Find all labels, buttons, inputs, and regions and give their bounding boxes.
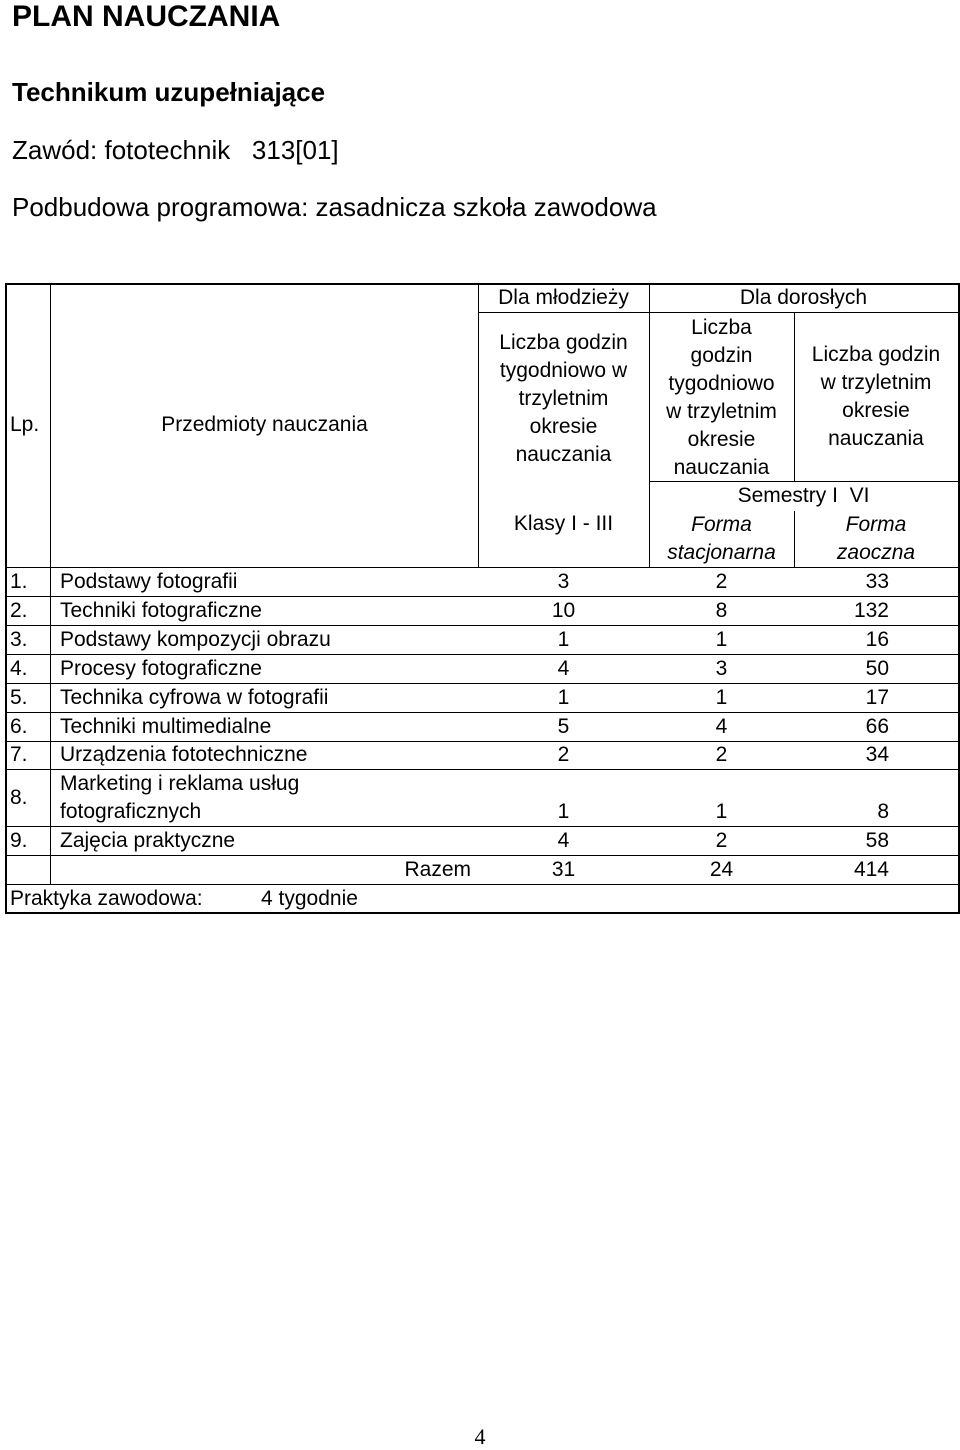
row-youth-hours: 1	[557, 686, 570, 709]
row-subject: Techniki multimedialne	[60, 715, 272, 738]
row-lp: 5.	[10, 686, 28, 709]
row-day-hours: 1	[715, 628, 728, 651]
row-subject: Zajęcia praktyczne	[60, 829, 236, 852]
row-day-hours: 2	[715, 743, 728, 766]
row-extramural-hours: 34	[865, 743, 889, 766]
practice-value: 4 tygodnie	[261, 887, 358, 910]
row-lp: 9.	[10, 829, 28, 852]
row-lp: 8.	[10, 786, 28, 809]
total-extramural-hours: 414	[853, 858, 889, 881]
row-day-hours: 2	[715, 829, 728, 852]
total-label: Razem	[404, 858, 471, 881]
row-youth-hours: 4	[557, 829, 570, 852]
header-semesters: Semestry I VI	[737, 484, 870, 507]
row-lp: 6.	[10, 715, 28, 738]
row-extramural-hours: 17	[865, 686, 889, 709]
row-extramural-hours: 66	[865, 715, 889, 738]
row-extramural-hours: 50	[865, 657, 889, 680]
total-day-hours: 24	[709, 858, 734, 881]
header-form-extramural: Forma zaoczna	[836, 513, 916, 564]
row-day-hours: 1	[715, 800, 728, 823]
row-subject: Urządzenia fototechniczne	[60, 743, 308, 766]
row-youth-hours: 3	[557, 570, 570, 593]
row-youth-hours: 4	[557, 657, 570, 680]
row-subject: Procesy fotograficzne	[60, 657, 262, 680]
header-lp: Lp.	[10, 413, 40, 436]
page-number: 4	[474, 1424, 486, 1449]
row-extramural-hours: 132	[853, 599, 889, 622]
row-day-hours: 2	[715, 570, 728, 593]
row-day-hours: 1	[715, 686, 728, 709]
row-extramural-hours: 8	[877, 800, 889, 823]
header-classes: Klasy I - III	[513, 512, 614, 535]
header-subjects: Przedmioty nauczania	[161, 413, 368, 436]
row-youth-hours: 2	[557, 743, 570, 766]
row-lp: 7.	[10, 743, 28, 766]
row-youth-hours: 1	[557, 800, 570, 823]
row-subject: Techniki fotograficzne	[60, 599, 262, 622]
row-subject: Podstawy fotografii	[60, 570, 238, 593]
row-youth-hours: 1	[557, 628, 570, 651]
school-type: Technikum uzupełniające	[12, 77, 326, 107]
row-lp: 2.	[10, 599, 28, 622]
row-day-hours: 8	[715, 599, 728, 622]
row-day-hours: 4	[715, 715, 728, 738]
row-day-hours: 3	[715, 657, 728, 680]
header-youth-hours: Liczba godzin tygodniowo w trzyletnim okresie nauczania	[499, 331, 628, 466]
program-basis: Podbudowa programowa: zasadnicza szkoła zawodowa	[12, 192, 657, 222]
row-subject: Technika cyfrowa w fotografii	[60, 686, 329, 709]
row-lp: 4.	[10, 657, 28, 680]
practice-label: Praktyka zawodowa:	[10, 887, 203, 910]
row-extramural-hours: 58	[865, 829, 889, 852]
row-lp: 1.	[10, 570, 28, 593]
row-extramural-hours: 16	[865, 628, 889, 651]
row-extramural-hours: 33	[865, 570, 889, 593]
profession-line: Zawód: fototechnik 313[01]	[12, 135, 339, 165]
header-adults: Dla dorosłych	[739, 286, 868, 309]
page-title: PLAN NAUCZANIA	[12, 0, 281, 33]
row-youth-hours: 5	[557, 715, 570, 738]
header-youth: Dla młodzieży	[498, 286, 629, 309]
row-subject: Marketing i reklama usług fotograficznych	[60, 772, 300, 823]
total-youth-hours: 31	[551, 858, 576, 881]
row-subject: Podstawy kompozycji obrazu	[60, 628, 331, 651]
header-form-day: Forma stacjonarna	[667, 513, 776, 564]
row-lp: 3.	[10, 628, 28, 651]
header-adult-total-hours: Liczba godzin w trzyletnim okresie nauczania	[811, 343, 941, 450]
header-adult-weekly-hours: Liczba godzin tygodniowo w trzyletnim okresie nauczania	[666, 316, 777, 479]
row-youth-hours: 10	[551, 599, 576, 622]
